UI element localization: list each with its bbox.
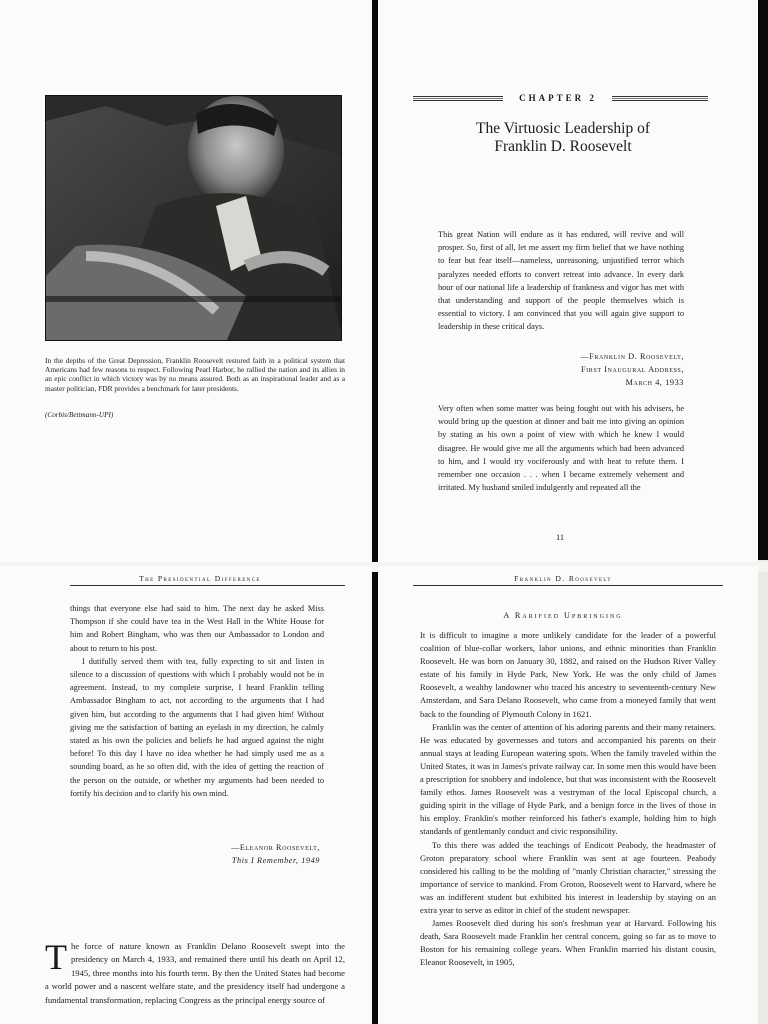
attribution-line-1: —Eleanor Roosevelt,: [231, 843, 320, 852]
photo-credit: (Corbis/Bettmann-UPI): [45, 411, 114, 419]
page-edge-right: [758, 0, 768, 560]
page-top-left: [0, 0, 372, 566]
photo-image: [46, 96, 342, 341]
body-paragraph: To this there was added the teachings of Endicott Peabody, the headmaster of Groton preparatory school where Franklin was sent at age fourteen. Peabody considered his calling to be the molding of "manly Christian character," stressing the importance of service to mankind. From Groton, Roosevelt went to Harvard, where he was an indifferent student but exhibited his interest in leadership by staying on an extra year to serve as editor in chief of the student newspaper.: [420, 839, 716, 915]
running-head-left: The Presidential Difference: [139, 574, 261, 583]
running-rule-left: [70, 585, 345, 586]
running-head-right: Franklin D. Roosevelt: [514, 574, 612, 583]
photo-caption: In the depths of the Great Depression, Franklin Roosevelt restored faith in a political system that Americans had few reasons to respect. Following Pearl Harbor, he rallied the nation and its allies in an epic conflict in which victory was by no means assured. Both as an inspirational leader and as a master politician, FDR provides a benchmark for later presidents.: [45, 356, 345, 393]
section-heading: A Rarified Upbringing: [503, 611, 623, 620]
chapter-title: [423, 120, 703, 156]
attribution-line-1: —Franklin D. Roosevelt,: [580, 352, 684, 361]
chapter-title-line-2: Franklin D. Roosevelt: [494, 138, 632, 155]
chapter-rule-left: [413, 96, 503, 101]
chapter-opening-paragraph: [45, 937, 345, 1007]
second-epigraph-quote: Very often when some matter was being fought out with his advisers, he would bring up the question at dinner and bait me into giving an opinion by stating as his own a point of view with which he knew I would disagree. He would give me all the arguments which had been advanced to him, and I would try vociferously and with heat to refute them. I remember one occasion . . . when I became extremely vehement and irritated. My husband smiled indulgently and repeated all the: [438, 404, 684, 493]
drop-cap: T: [45, 937, 67, 977]
page-bottom-right: [378, 566, 758, 1024]
roosevelt-photo: [45, 95, 342, 341]
body-paragraph: James Roosevelt died during his son's freshman year at Harvard. Following his death, Sara Roosevelt made Franklin her central concern, going so far as to move to Boston for his remaining college years. When Franklin married his distant cousin, Eleanor Roosevelt, in 1905,: [420, 918, 716, 968]
epigraph-quote: This great Nation will endure as it has endured, will revive and will prosper. So, first of all, let me assert my firm belief that we have nothing to fear but fear itself—nameless, unreasoning, unjustified terror which paralyzes needed efforts to convert retreat into advance. In every dark hour of our national life a leadership of frankness and vigor has met with that understanding and support of the people themselves which is essential to victory. I am convinced that you will again give support to leadership in these critical days.: [438, 230, 684, 332]
epigraph-attribution: [438, 350, 684, 389]
section-body: [420, 629, 716, 969]
body-paragraph: It is difficult to imagine a more unlikely candidate for the leader of a powerful coalition of blue-collar workers, labor unions, and ethnic minorities than Franklin Roosevelt. He was born on January 30, 1882, and raised on the Hudson River Valley estate of his family in Hyde Park, New York. He was the only child of James Roosevelt, a wealthy landowner who traced his ancestry to seventeenth-century New Amsterdam, and Sara Delano Roosevelt, who came from a moneyed family that went back to the founding of Plymouth Colony in 1621.: [420, 630, 716, 719]
running-rule-right: [413, 585, 723, 586]
opening-text: he force of nature known as Franklin Delano Roosevelt swept into the presidency on March 4, 1933, and remained there until his death on April 12, 1945, three months into his fourth term. By then the United States had become a world power and a nascent welfare state, and the presidency itself had undergone a fundamental transformation, replacing Congress as the principal energy source of: [45, 941, 345, 1005]
page-number: 11: [556, 533, 565, 542]
chapter-title-line-1: The Virtuosic Leadership of: [476, 120, 650, 137]
attribution-line-2: This I Remember, 1949: [231, 856, 320, 865]
chapter-rule-right: [612, 96, 708, 101]
page-edge-right-lower: [758, 560, 768, 1024]
eleanor-quote: [70, 602, 324, 800]
quote-paragraph: things that everyone else had said to him. The next day he asked Miss Thompson if she could have tea in the West Hall in the White House for him and Robert Bingham, who was then our Ambassador to London and about to return to his post.: [70, 604, 324, 653]
eleanor-attribution: [70, 841, 320, 867]
body-paragraph: Franklin was the center of attention of his adoring parents and their many retainers. He was educated by governesses and tutors and accompanied his parents on their annual stays at leading European watering spots. When the family traveled within the United States, it was in James's private railway car. In some men this would have been a prescription for snobbery and indolence, but that was inconsistent with the Roosevelt family ethos. James Roosevelt was a vestryman of the local Episcopal church, a guiding spirit in the village of Hyde Park, and a benign force in the lives of those in his employ. Franklin's mother reinforced his father's example, holding him to high standards of gentlemanly conduct and civic responsibility.: [420, 721, 716, 837]
attribution-line-3: March 4, 1933: [625, 378, 684, 387]
quote-paragraph: I dutifully served them with tea, fully expecting to sit and listen in silence to a discussion of questions with which I probably would not be in agreement. Instead, to my complete surprise, I heard Franklin telling Ambassador Bingham to act, not according to the arguments that I had given him, but according to the arguments that I had given him! Without giving me the satisfaction of batting an eyelash in my direction, he calmly stated as his own the policies and beliefs he had argued against the night before! To this day I have no idea whether he had simply used me as a sounding board, as he so often did, with the idea of getting the reaction of the person on the outside, or whether my arguments had been needed to fortify his decision and to clarify his own mind.: [70, 656, 324, 798]
attribution-line-2: First Inaugural Address,: [581, 365, 684, 374]
page-bottom-left: [0, 566, 372, 1024]
chapter-label: CHAPTER 2: [519, 93, 597, 103]
page-top-right: [378, 0, 758, 566]
